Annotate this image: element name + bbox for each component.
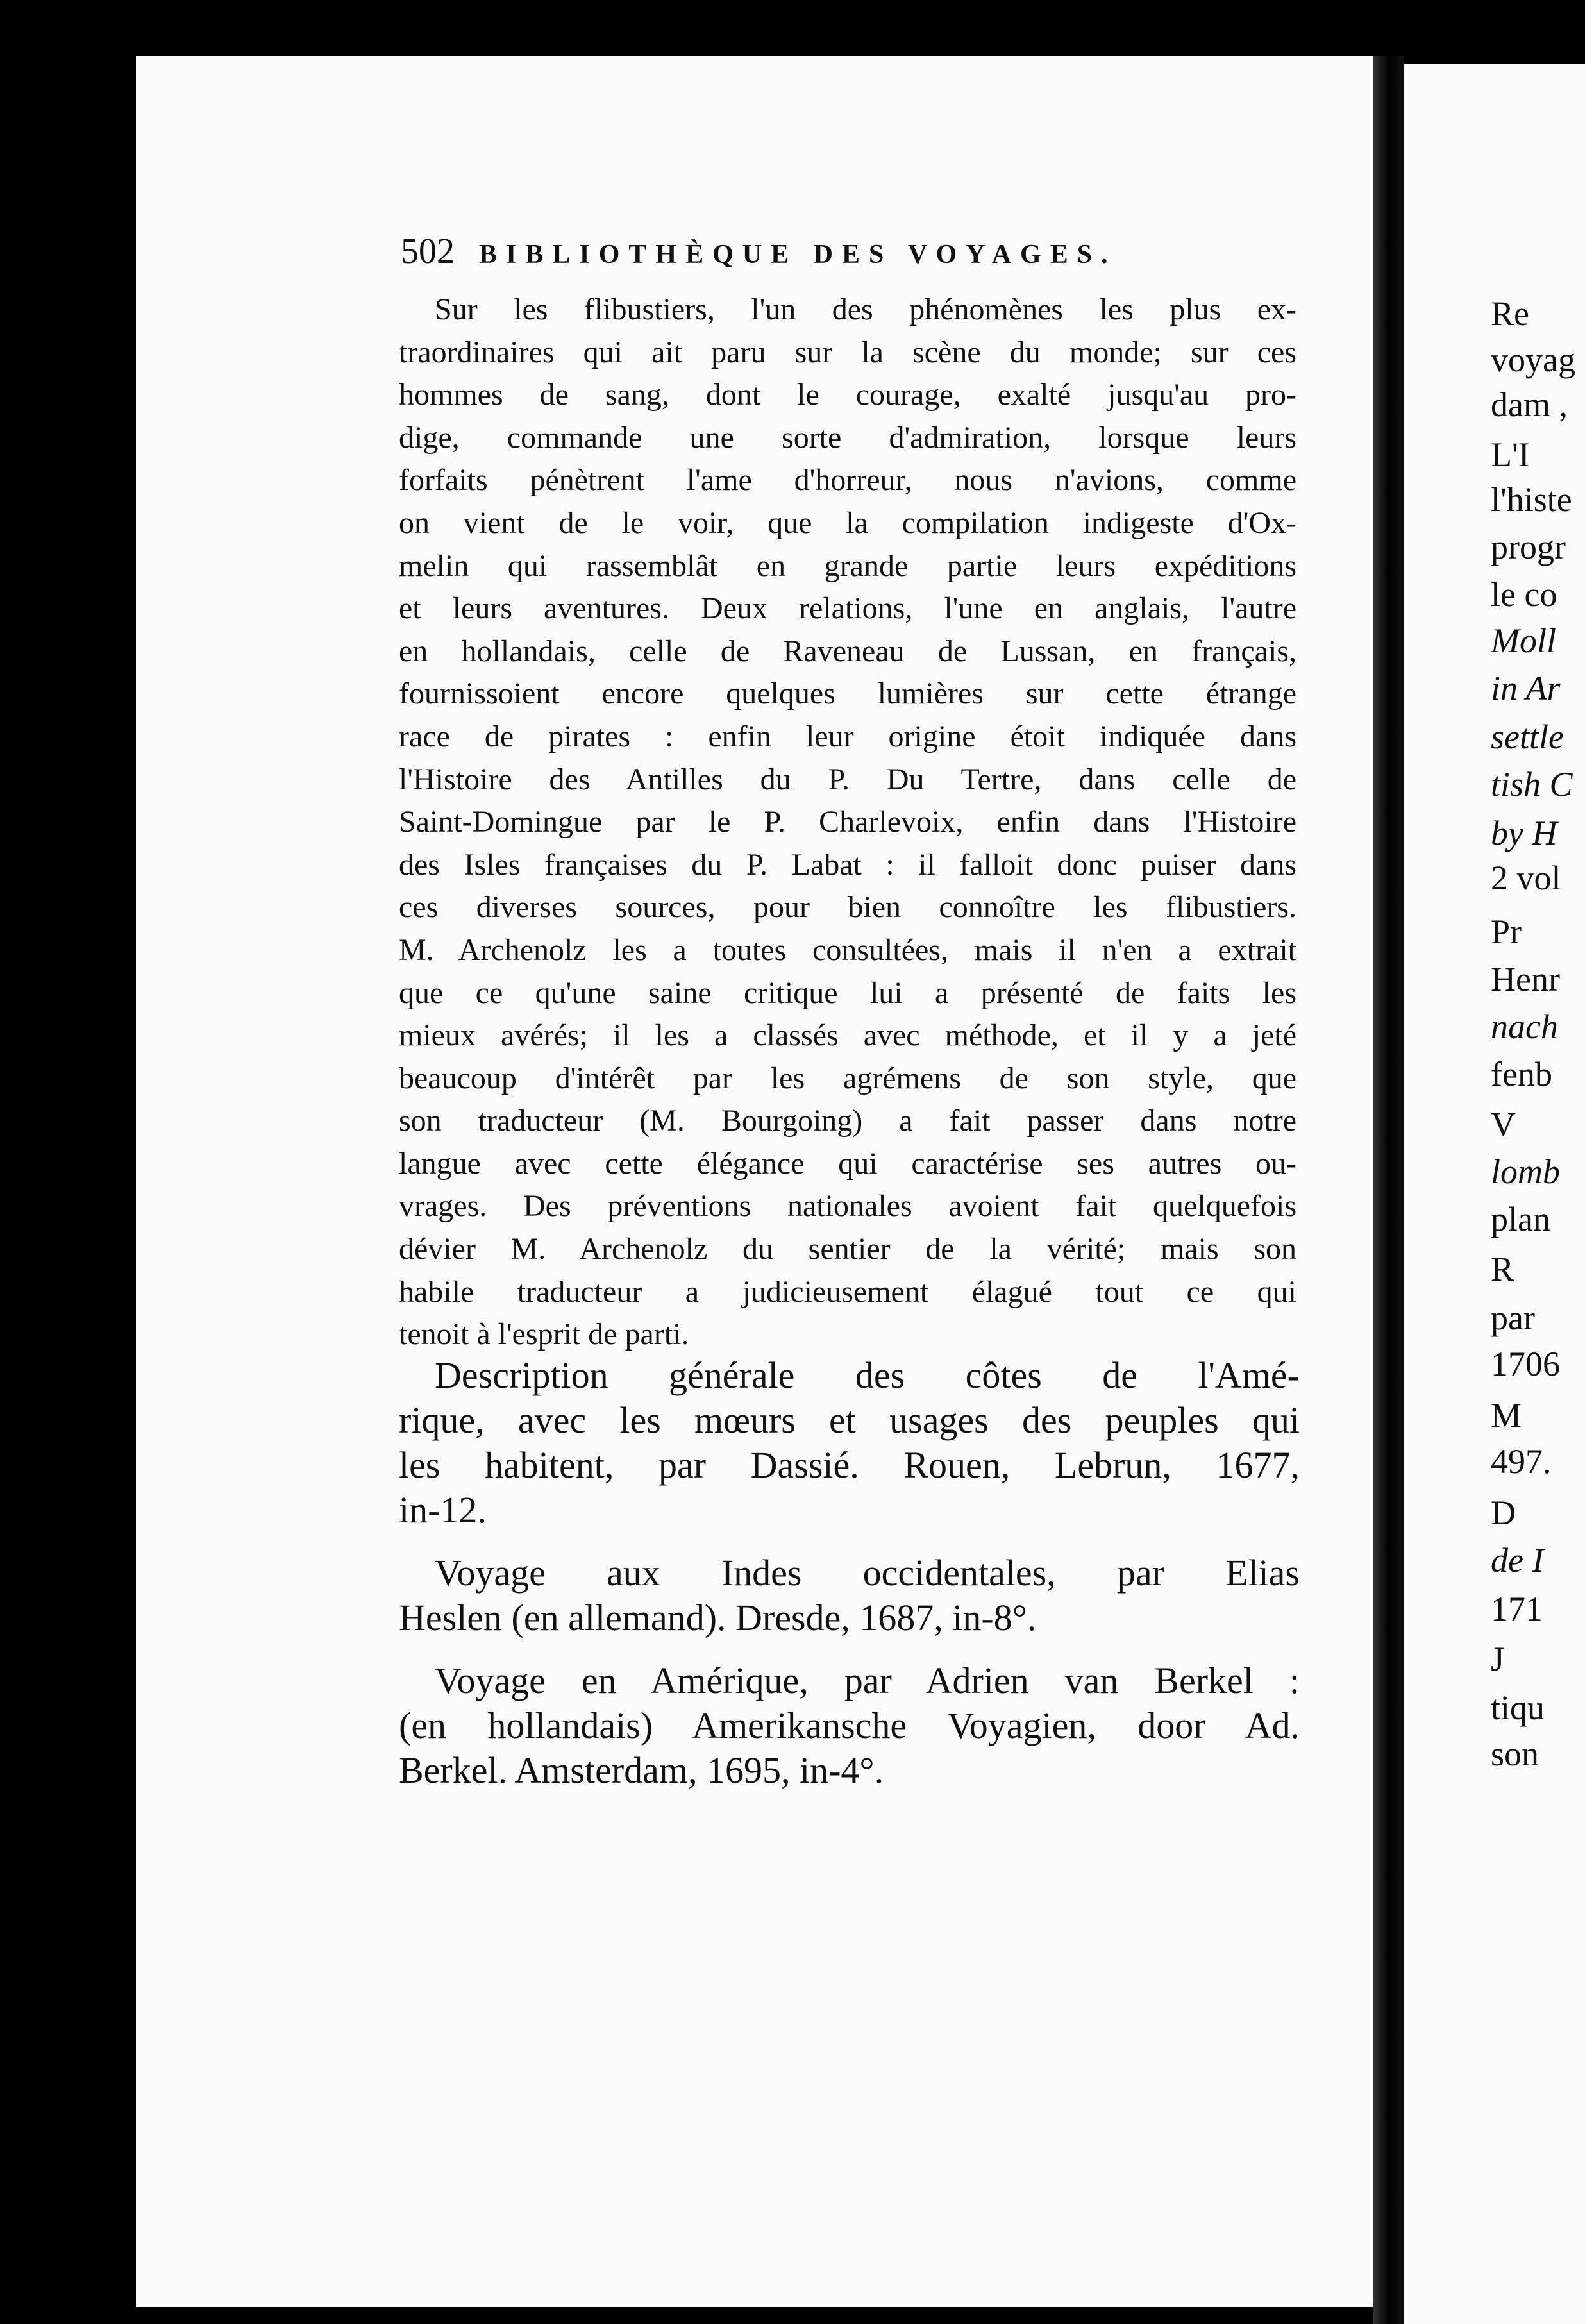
right-page-line: l'histe: [1491, 480, 1572, 519]
text-line: des Isles françaises du P. Labat : il falloit donc puiser dans: [399, 847, 1296, 882]
text-line: traordinaires qui ait paru sur la scène du monde; sur ces: [399, 335, 1296, 369]
right-page-line: J: [1491, 1640, 1505, 1678]
bibliography-entry: [399, 1551, 1300, 1640]
right-page-line: in Ar: [1491, 669, 1561, 707]
text-line: M. Archenolz les a toutes consultées, mais il n'en a extrait: [399, 932, 1296, 967]
right-page-line: Re: [1491, 294, 1529, 333]
bibliography-entry: [399, 1658, 1300, 1793]
right-page-line: Moll: [1491, 621, 1556, 660]
bibliography-entries: [399, 1353, 1300, 1811]
entry-line: in-12.: [399, 1489, 487, 1531]
right-page-line: 171: [1491, 1590, 1543, 1628]
right-page-line: 2 vol: [1491, 859, 1561, 897]
running-title: BIBLIOTHÈQUE DES VOYAGES.: [479, 240, 1117, 269]
text-line: et leurs aventures. Deux relations, l'une en anglais, l'autre: [399, 591, 1296, 626]
right-page-line: 1706: [1491, 1345, 1560, 1383]
text-line: en hollandais, celle de Raveneau de Lussan, en français,: [399, 634, 1296, 668]
entry-line: Berkel. Amsterdam, 1695, in-4°.: [399, 1749, 884, 1791]
right-page-line: V: [1491, 1105, 1516, 1143]
text-line: que ce qu'une saine critique lui a présenté de faits les: [399, 975, 1296, 1010]
right-page-line: 497.: [1491, 1442, 1552, 1481]
right-page-line: de I: [1491, 1541, 1544, 1579]
entry-line: Description générale des côtes de l'Amé-: [435, 1354, 1300, 1396]
text-line: mieux avérés; il les a classés avec méthode, et il y a jeté: [399, 1018, 1296, 1053]
running-head: [401, 231, 1298, 272]
right-page-line: Pr: [1491, 913, 1522, 951]
bibliography-entry: [399, 1353, 1300, 1533]
text-line: dige, commande une sorte d'admiration, lorsque leurs: [399, 420, 1296, 455]
text-line: langue avec cette élégance qui caractérise ses autres ou-: [399, 1146, 1296, 1181]
right-page-line: by H: [1491, 814, 1557, 852]
text-line: vrages. Des préventions nationales avoient fait quelquefois: [399, 1189, 1296, 1224]
right-page-line: voyag: [1491, 341, 1575, 379]
page-number: 502: [401, 232, 455, 271]
entry-line: rique, avec les mœurs et usages des peuples qui: [399, 1399, 1300, 1441]
text-line: forfaits pénètrent l'ame d'horreur, nous n'avions, comme: [399, 463, 1296, 498]
text-line: tenoit à l'esprit de parti.: [399, 1317, 689, 1352]
right-page-line: tiqu: [1491, 1688, 1545, 1727]
right-page-line: settle: [1491, 718, 1564, 756]
text-line: race de pirates : enfin leur origine étoit indiquée dans: [399, 719, 1296, 754]
right-page-line: M: [1491, 1396, 1522, 1435]
right-page-line: plan: [1491, 1200, 1550, 1238]
text-line: ces diverses sources, pour bien connoître les flibustiers.: [399, 890, 1296, 925]
right-page-line: dam ,: [1491, 385, 1568, 424]
text-line: Sur les flibustiers, l'un des phénomènes les plus ex-: [435, 292, 1296, 326]
right-page-line: fenb: [1491, 1055, 1552, 1093]
entry-line: les habitent, par Dassié. Rouen, Lebrun, 1677,: [399, 1444, 1300, 1486]
text-line: son traducteur (M. Bourgoing) a fait passer dans notre: [399, 1104, 1296, 1138]
entry-line: (en hollandais) Amerikansche Voyagien, door Ad.: [399, 1705, 1300, 1746]
right-page-line: nach: [1491, 1007, 1558, 1046]
paragraph-flibustiers: [399, 289, 1296, 1356]
text-line: melin qui rassemblât en grande partie leurs expéditions: [399, 548, 1296, 583]
text-line: habile traducteur a judicieusement élagué tout ce qui: [399, 1274, 1296, 1309]
right-page-line: progr: [1491, 528, 1566, 566]
text-line: beaucoup d'intérêt par les agrémens de son style, que: [399, 1061, 1296, 1095]
text-line: fournissoient encore quelques lumières sur cette étrange: [399, 677, 1296, 711]
right-page-line: tish C: [1491, 765, 1573, 804]
right-page-line: D: [1491, 1494, 1516, 1532]
right-page-line: par: [1491, 1299, 1535, 1337]
text-line: dévier M. Archenolz du sentier de la vérité; mais son: [399, 1232, 1296, 1267]
entry-line: Voyage aux Indes occidentales, par Elias: [435, 1552, 1300, 1594]
text-line: hommes de sang, dont le courage, exalté jusqu'au pro-: [399, 378, 1296, 412]
book-gutter: [1373, 56, 1404, 2324]
right-page-line: L'I: [1491, 435, 1530, 474]
text-line: l'Histoire des Antilles du P. Du Tertre, dans celle de: [399, 762, 1296, 796]
right-page-line: R: [1491, 1250, 1514, 1288]
entry-line: Voyage en Amérique, par Adrien van Berkel :: [435, 1660, 1300, 1701]
text-line: Saint-Domingue par le P. Charlevoix, enfin dans l'Histoire: [399, 805, 1296, 839]
right-page-line: lomb: [1491, 1152, 1560, 1191]
entry-line: Heslen (en allemand). Dresde, 1687, in-8°.: [399, 1597, 1037, 1638]
right-page-line: Henr: [1491, 960, 1560, 998]
right-page-line: le co: [1491, 575, 1557, 614]
right-page-line: son: [1491, 1735, 1539, 1773]
text-line: on vient de le voir, que la compilation indigeste d'Ox-: [399, 505, 1296, 540]
